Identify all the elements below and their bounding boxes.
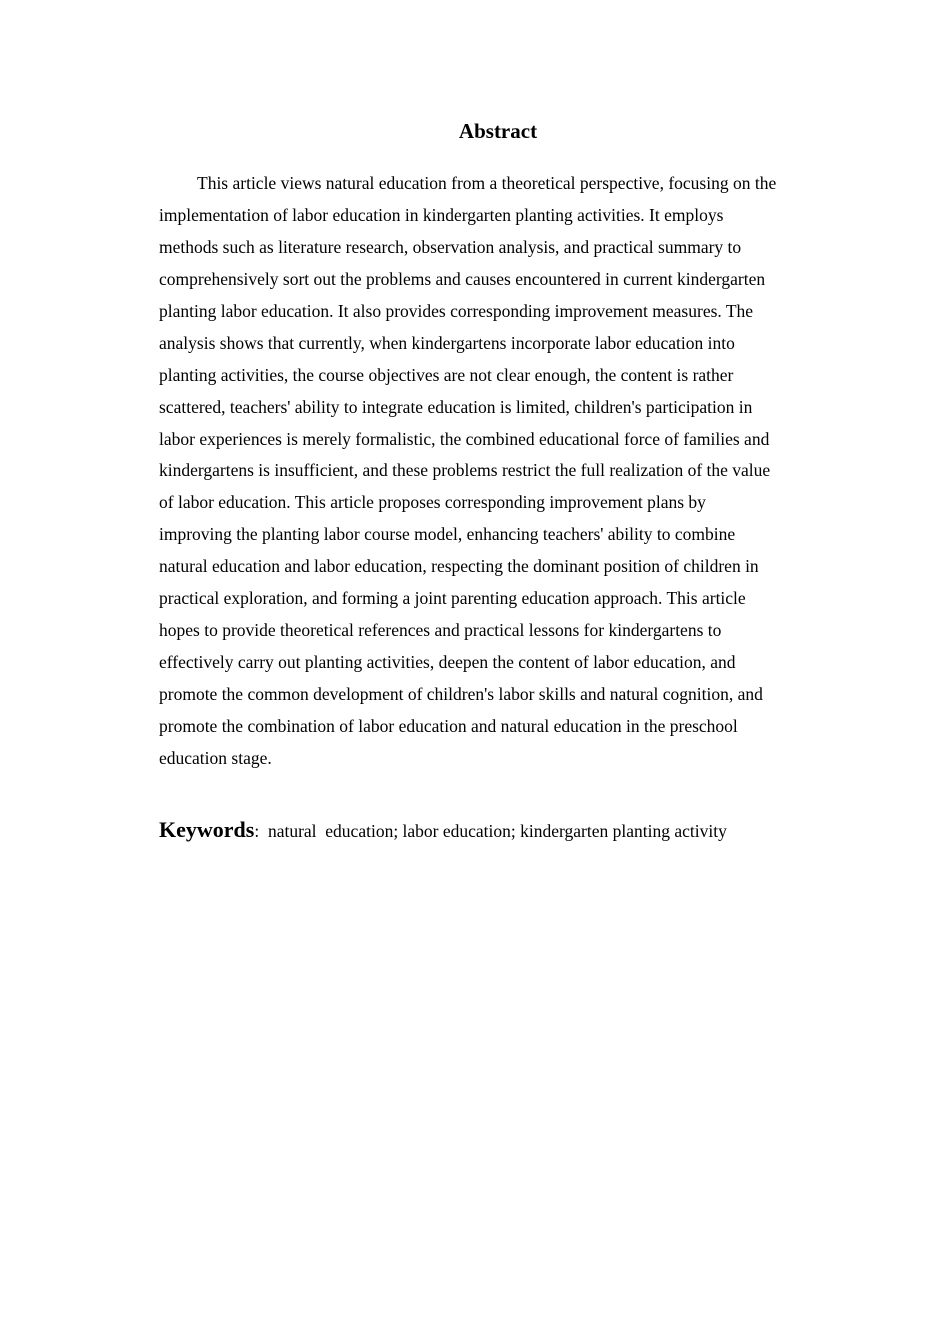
abstract-line: improving the planting labor course model, enhancing teachers' ability to combine	[159, 524, 736, 545]
abstract-line: practical exploration, and forming a joint parenting education approach. This article	[159, 588, 746, 609]
abstract-title: Abstract	[458, 119, 538, 143]
abstract-line: hopes to provide theoretical references and practical lessons for kindergartens to	[159, 620, 722, 641]
abstract-line: natural education and labor education, respecting the dominant position of children in	[159, 556, 759, 577]
abstract-line: comprehensively sort out the problems and causes encountered in current kindergarten	[159, 268, 766, 289]
keywords-text: natural education; labor education; kindergarten planting activity	[259, 821, 727, 841]
abstract-line: This article views natural education from a theoretical perspective, focusing on the	[197, 173, 777, 193]
abstract-line: of labor education. This article proposes corresponding improvement plans by	[159, 492, 706, 513]
abstract-body	[159, 168, 849, 775]
keywords-label: Keywords	[159, 817, 255, 842]
abstract-line: effectively carry out planting activities, deepen the content of labor education, and	[159, 652, 736, 673]
abstract-line: planting labor education. It also provides corresponding improvement measures. The	[159, 300, 754, 321]
abstract-line: implementation of labor education in kindergarten planting activities. It employs	[159, 204, 724, 225]
abstract-line: promote the combination of labor education and natural education in the preschool	[159, 715, 738, 736]
abstract-line: education stage.	[159, 747, 272, 768]
keywords-line	[159, 813, 727, 850]
abstract-line: analysis shows that currently, when kindergartens incorporate labor education into	[159, 332, 735, 353]
keywords-colon: :	[254, 821, 260, 841]
abstract-line: methods such as literature research, observation analysis, and practical summary to	[159, 236, 742, 257]
abstract-line: scattered, teachers' ability to integrate education is limited, children's participation in	[159, 396, 753, 417]
abstract-line: kindergartens is insufficient, and these problems restrict the full realization of the value	[159, 460, 771, 481]
abstract-line: promote the common development of children's labor skills and natural cognition, and	[159, 684, 763, 704]
abstract-line: labor experiences is merely formalistic, the combined educational force of families and	[159, 428, 770, 449]
abstract-line: planting activities, the course objectives are not clear enough, the content is rather	[159, 364, 734, 385]
